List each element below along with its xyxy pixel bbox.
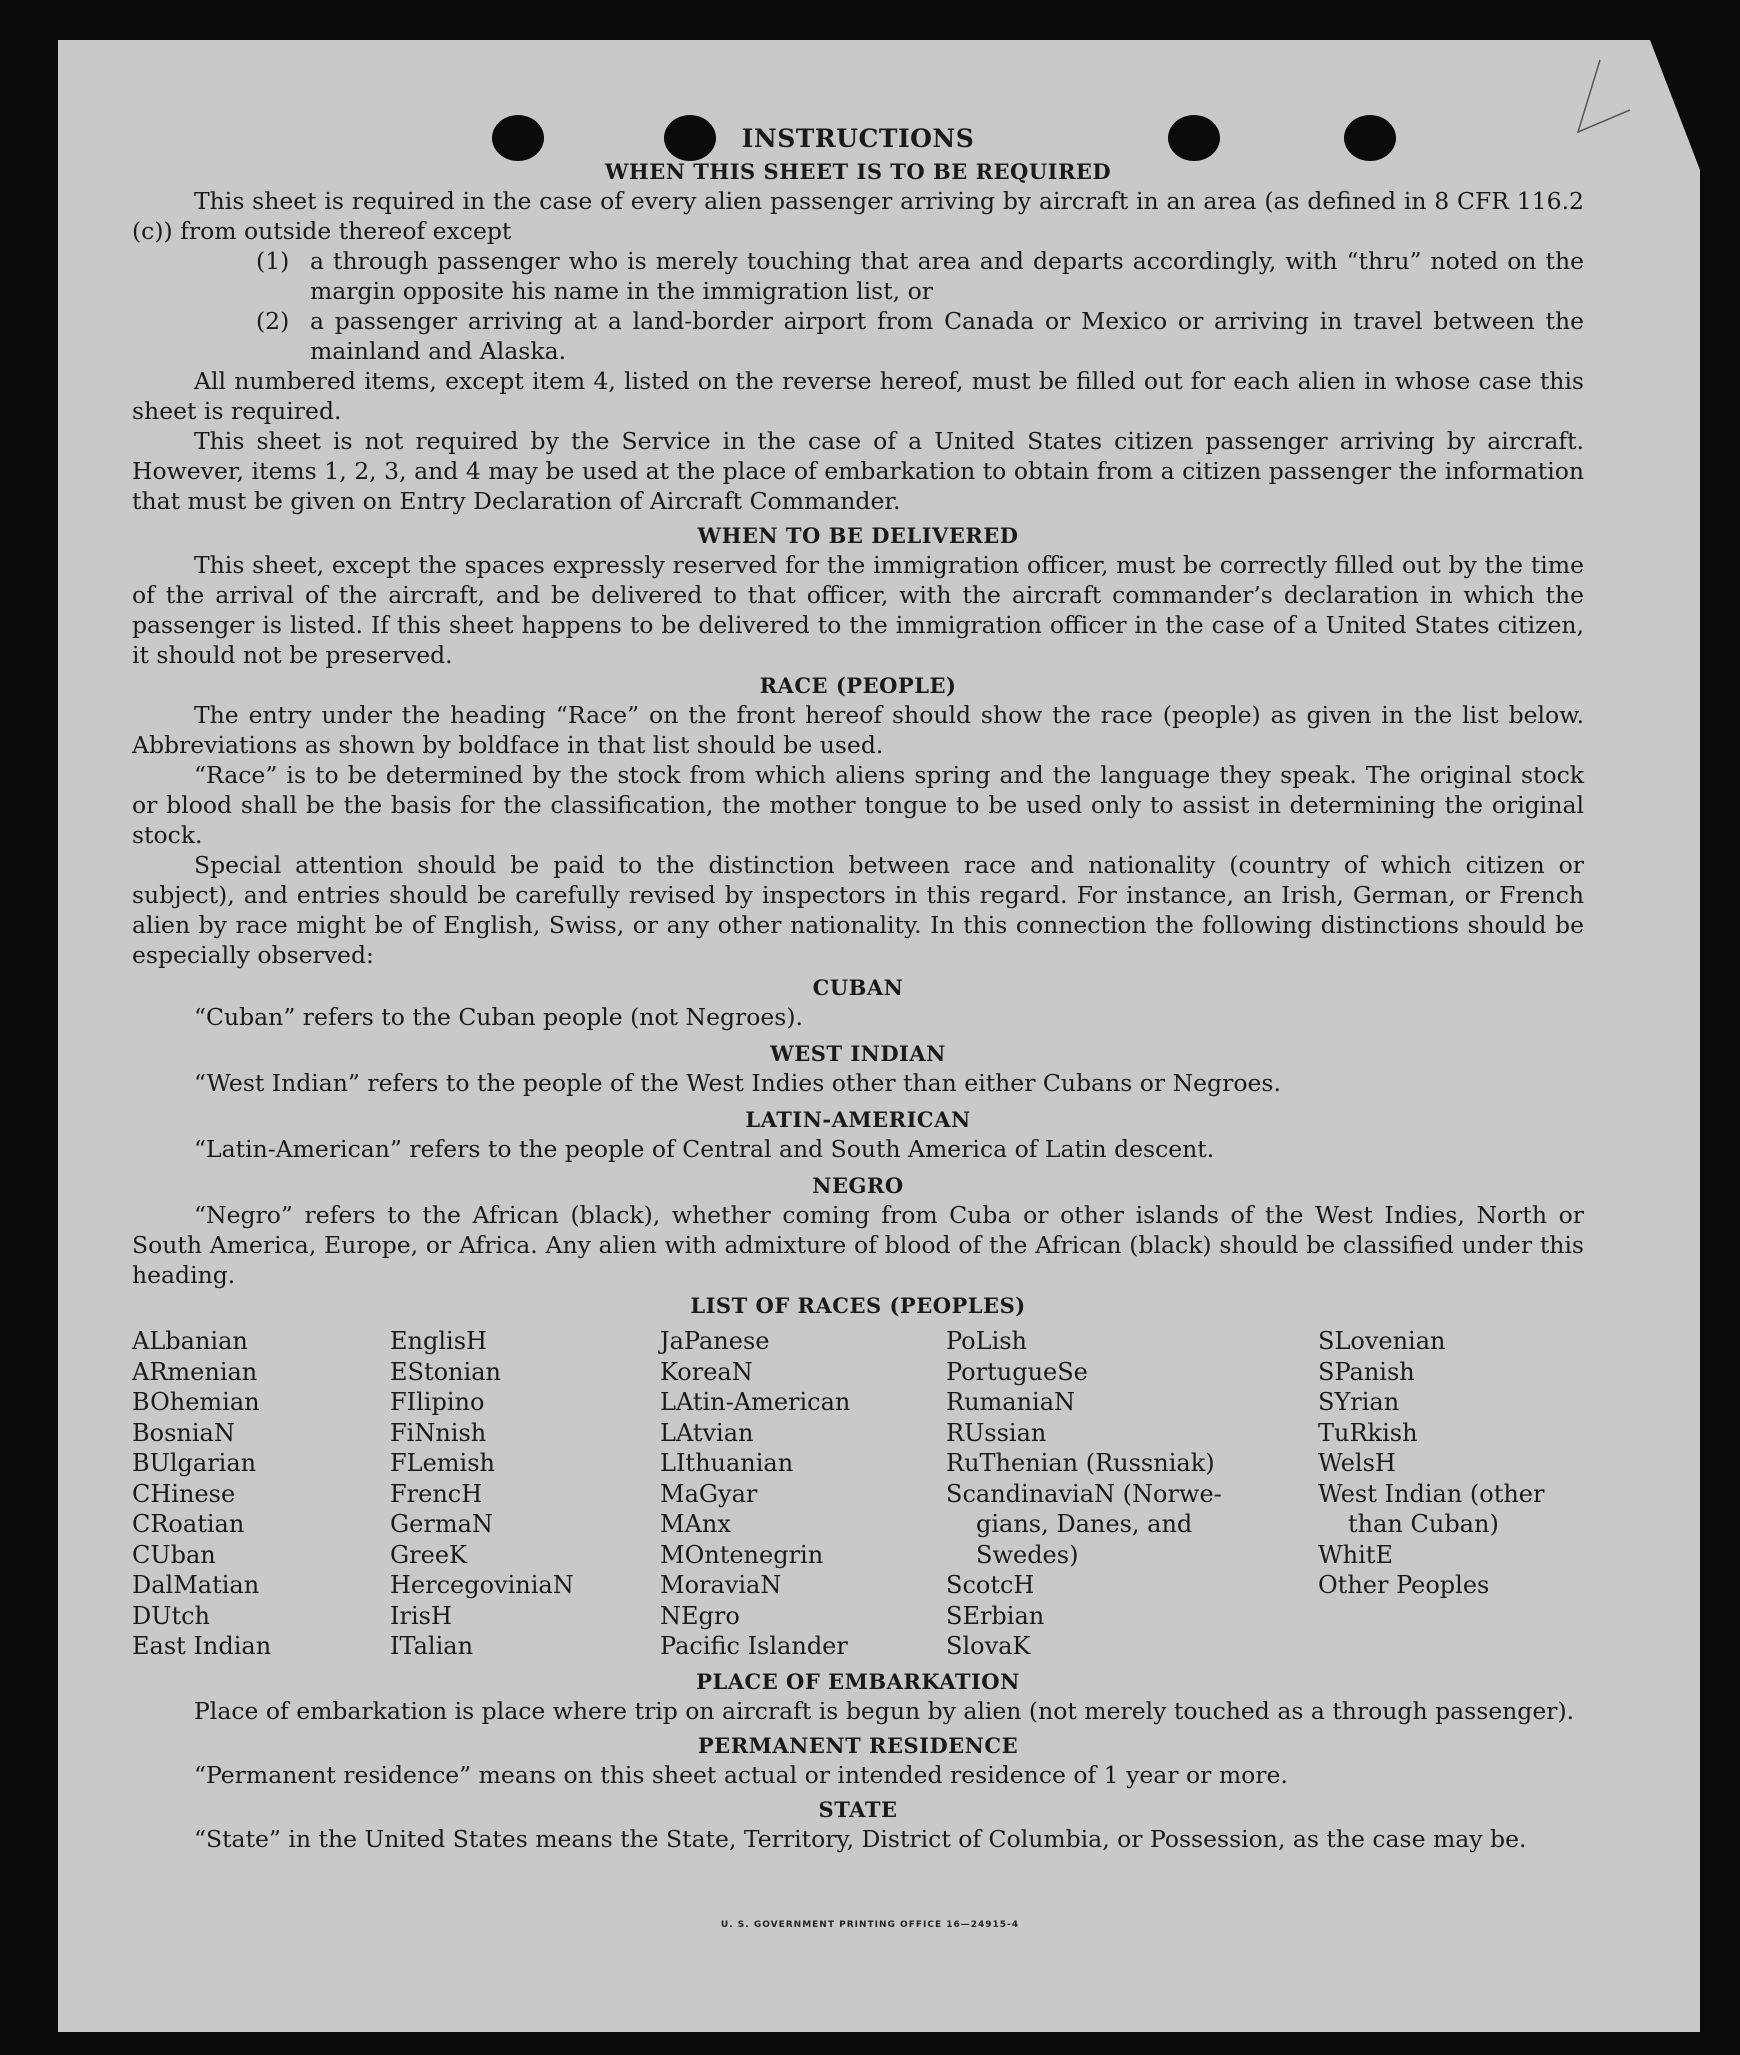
race-entry: RuThenian (Russniak)	[946, 1449, 1215, 1477]
race-entry: CHinese	[132, 1479, 236, 1508]
race-column	[660, 1326, 946, 1662]
race-entry: EStonian	[390, 1357, 501, 1386]
race-entry: CUban	[132, 1540, 216, 1569]
race-entry: ScotcH	[946, 1571, 1035, 1599]
race-entry: LIthuanian	[660, 1449, 794, 1477]
race-entry: LAtvian	[660, 1418, 754, 1447]
item-text: a through passenger who is merely touching that area and departs accordingly, with “thru” noted on the margin opposite his name in the immigration list, or	[310, 247, 1584, 305]
section-heading: PERMANENT RESIDENCE	[697, 1732, 1019, 1758]
list-item	[132, 246, 1584, 306]
race-entry: KoreaN	[660, 1357, 753, 1386]
paragraph: Special attention should be paid to the distinction between race and nationality (country of which citizen or subject), and entries should be carefully revised by inspectors in this regard. For instance, an Irish, German, or French alien by race might be of English, Swiss, or any other nationality. In this connection the following distinctions should be especially observed:	[132, 851, 1584, 969]
race-entry: FIlipino	[390, 1388, 485, 1416]
race-entry: MAnx	[660, 1510, 731, 1538]
race-entry: ARmenian	[132, 1357, 258, 1386]
race-list	[132, 1326, 1584, 1662]
paragraph: This sheet is not required by the Service in the case of a United States citizen passenger arriving by aircraft. However, items 1, 2, 3, and 4 may be used at the place of embarkation to obtain from a citizen passenger the information that must be given on Entry Declaration of Aircraft Commander.	[132, 427, 1584, 515]
race-entry: SErbian	[946, 1601, 1045, 1630]
race-entry: WelsH	[1318, 1449, 1396, 1477]
race-entry: PoLish	[946, 1327, 1028, 1355]
race-entry: MoraviaN	[660, 1571, 782, 1599]
paragraph: This sheet, except the spaces expressly reserved for the immigration officer, must be correctly filled out by the time of the arrival of the aircraft, and be delivered to that officer, with the aircraft commander’s declaration in which the passenger is listed. If this sheet happens to be delivered to the immigration officer in the case of a United States citizen, it should not be preserved.	[132, 551, 1584, 669]
race-entry: RUssian	[946, 1418, 1047, 1447]
race-entry: RumaniaN	[946, 1388, 1076, 1416]
item-number: (1)	[256, 247, 290, 275]
race-entry: MOntenegrin	[660, 1540, 824, 1569]
race-entry: NEgro	[660, 1601, 740, 1630]
race-entry: FrencH	[390, 1479, 483, 1508]
race-entry: FLemish	[390, 1449, 495, 1477]
section-heading: STATE	[818, 1796, 898, 1822]
race-entry: SlovaK	[946, 1632, 1031, 1660]
section-heading: WHEN TO BE DELIVERED	[697, 523, 1019, 548]
race-entry: SYrian	[1318, 1388, 1400, 1416]
printer-imprint: U. S. GOVERNMENT PRINTING OFFICE 16—24915-4	[720, 1920, 1020, 1930]
race-entry: DUtch	[132, 1601, 211, 1630]
race-entry: Swedes)	[976, 1540, 1079, 1569]
race-entry: West Indian (other	[1318, 1479, 1545, 1508]
section-heading: RACE (PEOPLE)	[759, 673, 957, 698]
race-entry: gians, Danes, and	[976, 1510, 1193, 1538]
race-column	[132, 1326, 390, 1662]
race-entry: GermaN	[390, 1510, 493, 1538]
race-entry: FiNnish	[390, 1418, 487, 1447]
page-title: INSTRUCTIONS	[741, 124, 975, 153]
race-entry: BosniaN	[132, 1418, 235, 1447]
race-entry: LAtin-American	[660, 1388, 851, 1416]
paragraph: Place of embarkation is place where trip on aircraft is begun by alien (not merely touched as a through passenger).	[194, 1696, 1575, 1725]
race-entry: EnglisH	[390, 1327, 487, 1355]
race-entry: ITalian	[390, 1632, 474, 1660]
race-entry: MaGyar	[660, 1479, 758, 1508]
race-column	[946, 1326, 1318, 1662]
section-heading: LATIN-AMERICAN	[745, 1107, 971, 1132]
race-entry: WhitE	[1318, 1540, 1393, 1569]
section-heading: PLACE OF EMBARKATION	[696, 1668, 1020, 1694]
paragraph: All numbered items, except item 4, listed on the reverse hereof, must be filled out for each alien in whose case this sheet is required.	[132, 367, 1584, 425]
race-column	[390, 1326, 660, 1662]
paragraph: “West Indian” refers to the people of the West Indies other than either Cubans or Negroes.	[194, 1069, 1281, 1097]
race-column	[1318, 1326, 1584, 1662]
item-number: (2)	[256, 307, 290, 335]
section-heading: WHEN THIS SHEET IS TO BE REQUIRED	[604, 159, 1112, 184]
race-entry: CRoatian	[132, 1510, 245, 1538]
list-item	[132, 306, 1584, 366]
paragraph: “State” in the United States means the State, Territory, District of Columbia, or Possession, as the case may be.	[194, 1824, 1527, 1853]
paragraph: This sheet is required in the case of every alien passenger arriving by aircraft in an area (as defined in 8 CFR 116.2 (c)) from outside thereof except	[132, 187, 1584, 245]
paragraph: “Negro” refers to the African (black), whether coming from Cuba or other islands of the West Indies, North or South America, Europe, or Africa. Any alien with admixture of blood of the African (black) should be classified under this heading.	[132, 1201, 1584, 1289]
race-entry: TuRkish	[1318, 1418, 1418, 1447]
race-entry: JaPanese	[660, 1327, 770, 1355]
paragraph: “Permanent residence” means on this sheet actual or intended residence of 1 year or more.	[194, 1760, 1288, 1789]
race-entry: Other Peoples	[1318, 1571, 1490, 1599]
item-text: a passenger arriving at a land-border airport from Canada or Mexico or arriving in travel between the mainland and Alaska.	[310, 307, 1584, 365]
race-entry: DalMatian	[132, 1571, 260, 1599]
race-entry: SPanish	[1318, 1357, 1415, 1386]
race-entry: BUlgarian	[132, 1449, 257, 1477]
race-entry: IrisH	[390, 1601, 452, 1630]
race-entry: ALbanian	[132, 1327, 248, 1355]
paragraph: “Race” is to be determined by the stock from which aliens spring and the language they speak. The original stock or blood shall be the basis for the classification, the mother tongue to be used only to assist in determining the original stock.	[132, 761, 1584, 849]
race-entry: Pacific Islander	[660, 1632, 848, 1660]
section-heading: NEGRO	[812, 1173, 904, 1198]
race-entry: than Cuban)	[1348, 1510, 1499, 1538]
paragraph: “Latin-American” refers to the people of Central and South America of Latin descent.	[194, 1135, 1215, 1163]
race-entry: PortugueSe	[946, 1357, 1088, 1386]
race-entry: HercegoviniaN	[390, 1571, 574, 1599]
race-entry: BOhemian	[132, 1388, 260, 1416]
paragraph: “Cuban” refers to the Cuban people (not Negroes).	[194, 1003, 804, 1031]
paragraph: The entry under the heading “Race” on the front hereof should show the race (people) as given in the list below. Abbreviations as shown by boldface in that list should be used.	[132, 701, 1584, 759]
section-heading: LIST OF RACES (PEOPLES)	[690, 1293, 1026, 1318]
race-entry: GreeK	[390, 1540, 467, 1569]
race-entry: East Indian	[132, 1632, 272, 1660]
section-heading: CUBAN	[812, 975, 904, 1000]
section-heading: WEST INDIAN	[770, 1041, 946, 1066]
instructions-body	[132, 124, 1584, 1854]
race-entry: SLovenian	[1318, 1327, 1446, 1355]
race-entry: ScandinaviaN (Norwe-	[946, 1479, 1222, 1508]
